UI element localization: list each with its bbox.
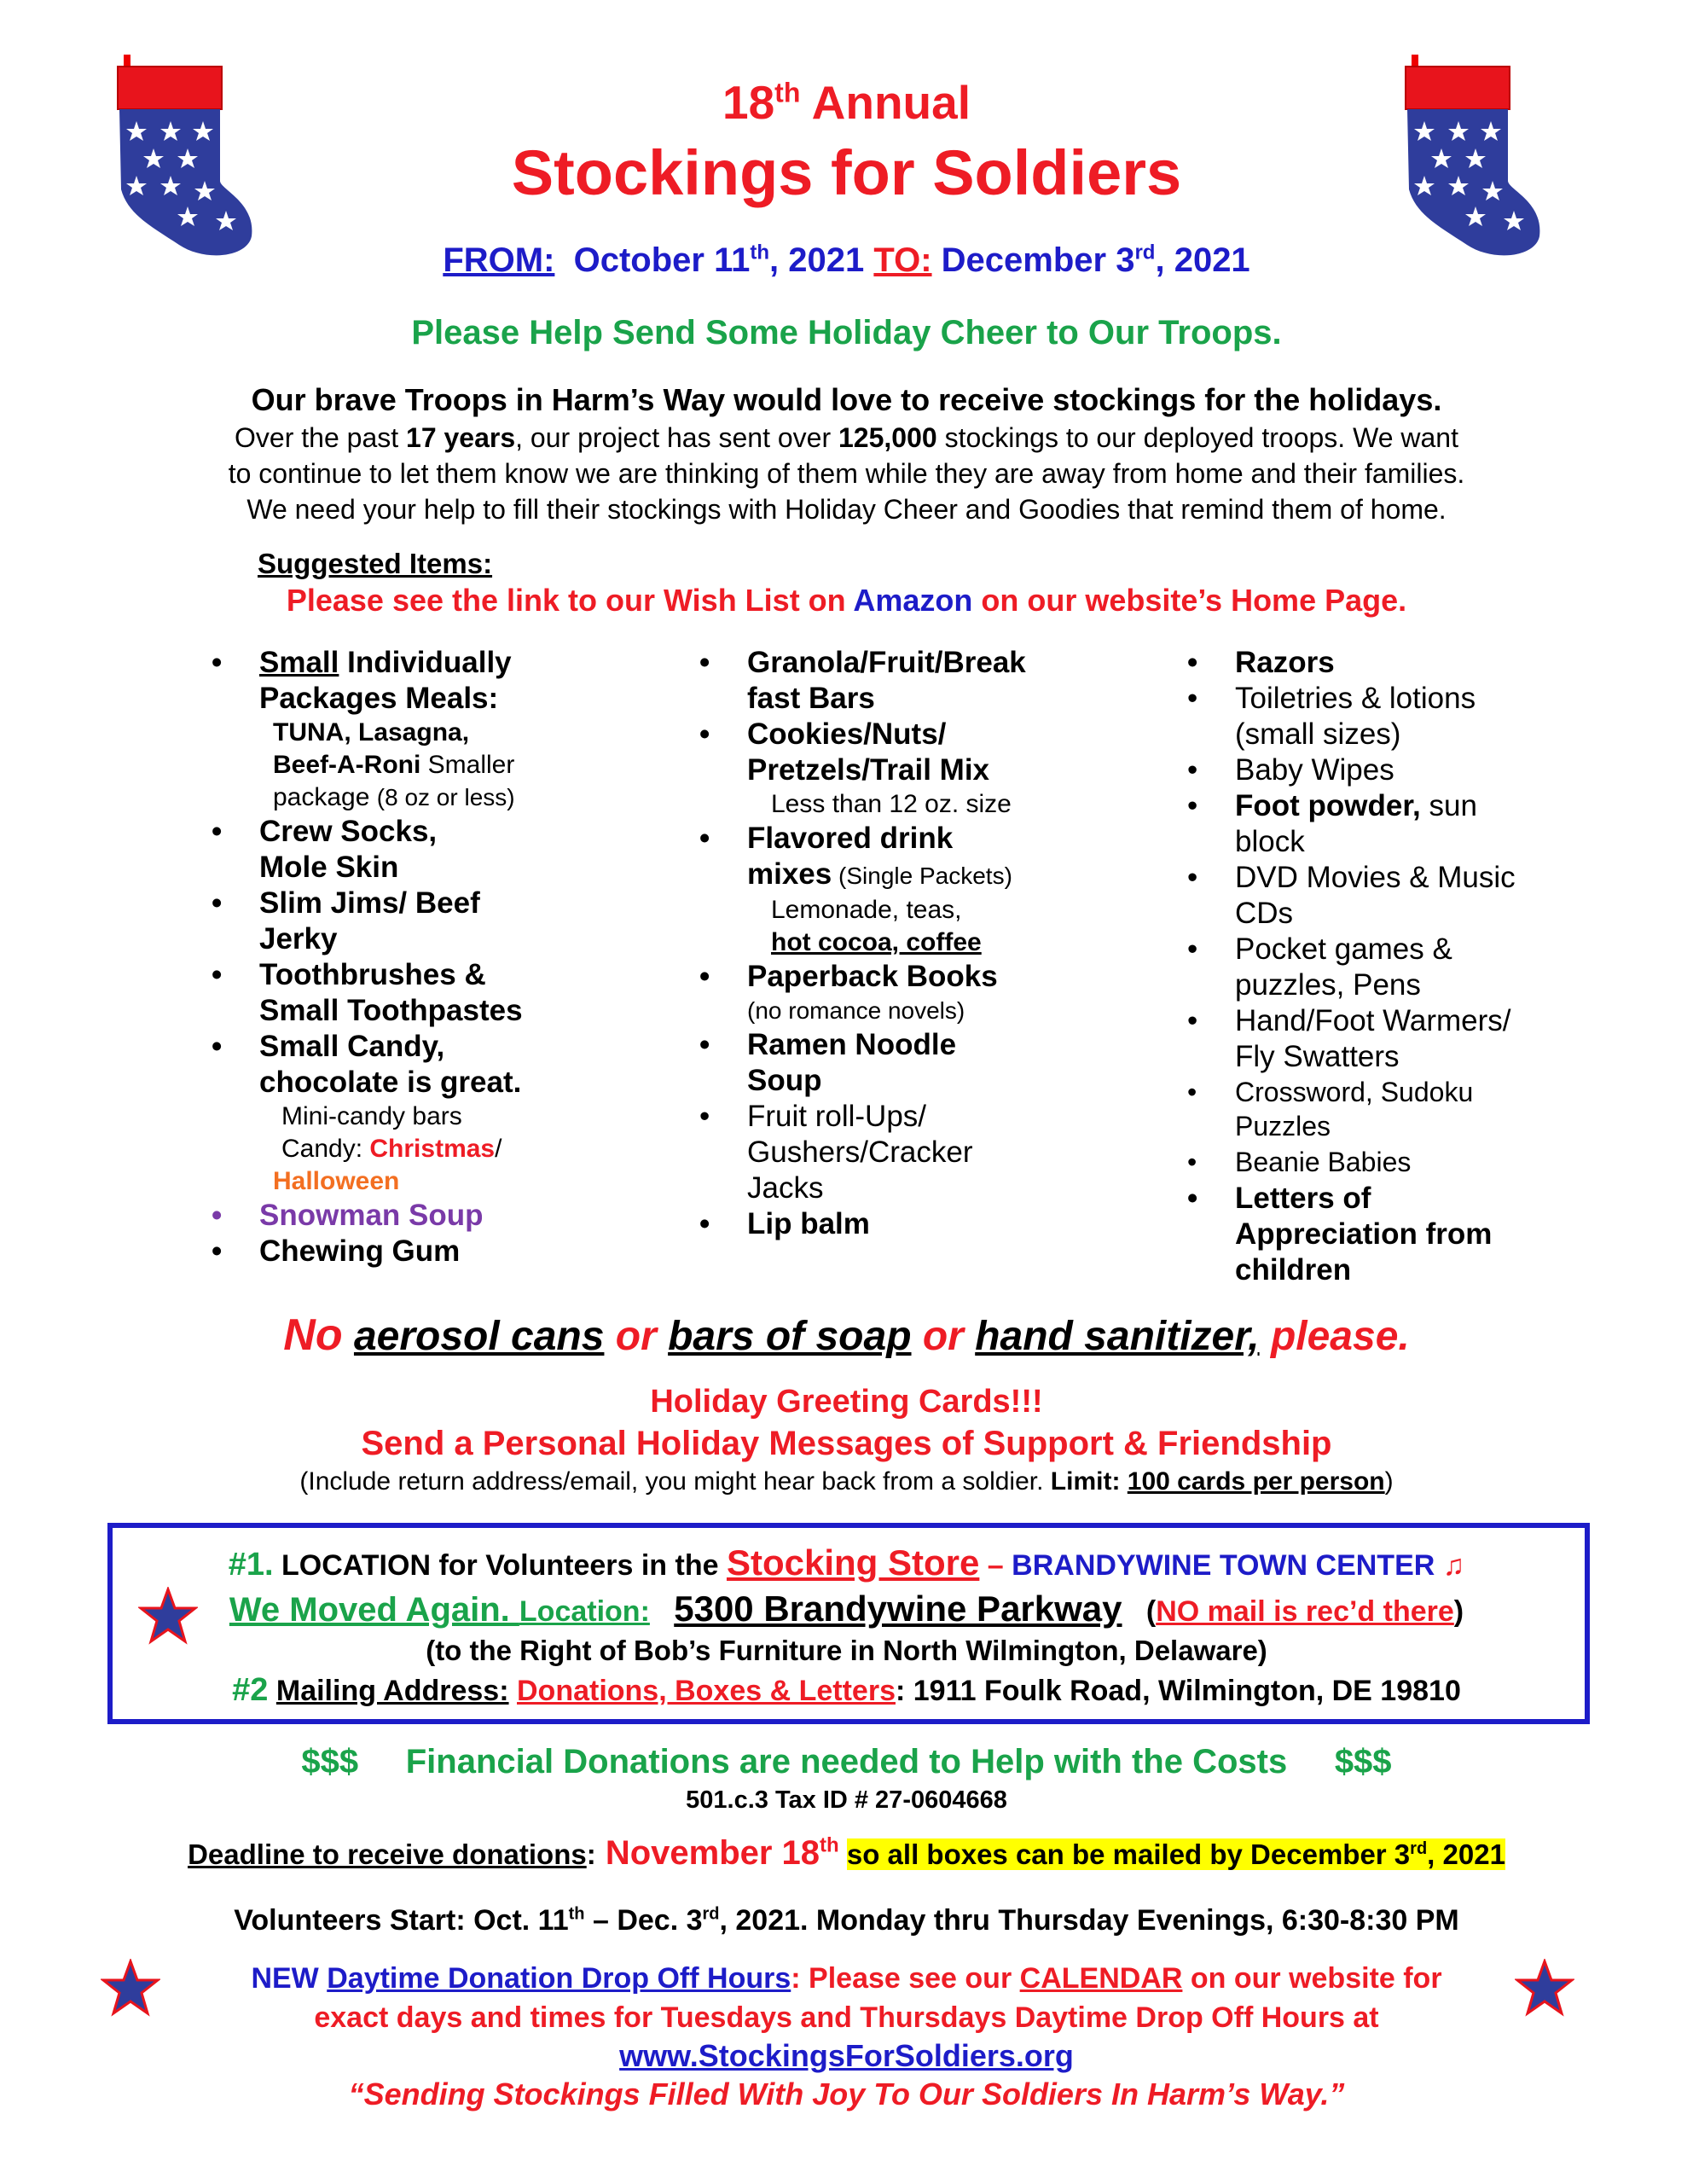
list-item: • Foot powder, sun block [1187, 788, 1597, 860]
deadline: Deadline to receive donations: November 18th so all boxes can be mailed by December 3rd, 2021 [188, 1833, 1505, 1872]
list-item: • Chewing Gum [212, 1234, 655, 1269]
list-item: • Razors [1187, 645, 1597, 681]
list-item: • Slim Jims/ Beef Jerky [212, 886, 655, 957]
list-item: • DVD Movies & Music CDs [1187, 860, 1597, 932]
list-item: • Cookies/Nuts/ Pretzels/Trail Mix Less than 12 oz. size [699, 717, 1143, 821]
annual-heading: 18th Annual [722, 76, 971, 129]
slogan: “Sending Stockings Filled With Joy To Our Soldiers In Harm’s Way.” [348, 2077, 1345, 2111]
cards-note: (Include return address/email, you might hear back from a soldier. Limit: 100 cards per person) [299, 1467, 1394, 1496]
intro-headline: Our brave Troops in Harm’s Way would love to receive stockings for the holidays. [251, 382, 1442, 417]
dropoff-line-2: exact days and times for Tuesdays and Thursdays Daytime Drop Off Hours at [314, 2001, 1379, 2034]
location-line-3: (to the Right of Bob’s Furniture in North Wilmington, Delaware) [426, 1635, 1267, 1666]
dropoff-line-1: NEW Daytime Donation Drop Off Hours: Please see our CALENDAR on our website for [251, 1962, 1442, 1995]
wish-list-note: Please see the link to our Wish List on Amazon on our website’s Home Page. [286, 583, 1407, 618]
mailing-address: #2 Mailing Address: Donations, Boxes & Letters: 1911 Foulk Road, Wilmington, DE 19810 [232, 1672, 1461, 1708]
financial-donations: $$$ Financial Donations are needed to Help with the Costs $$$ [301, 1743, 1392, 1780]
items-column-1 [212, 645, 655, 1269]
list-item: • Fruit roll-Ups/ Gushers/Cracker Jacks [699, 1099, 1143, 1206]
list-item: • Small Candy, chocolate is great. Mini-candy bars Candy: Christmas/ Halloween [212, 1029, 655, 1198]
page-title: Stockings for Soldiers [511, 137, 1182, 208]
website-link[interactable]: www.StockingsForSoldiers.org [619, 2038, 1074, 2073]
location-line-1: #1. LOCATION for Volunteers in the Stocking Store – BRANDYWINE TOWN CENTER ♫ [228, 1542, 1465, 1583]
music-note-icon: ♫ [1442, 1549, 1465, 1582]
date-range: FROM: October 11th, 2021 TO: December 3rd, 2021 [443, 241, 1250, 279]
amazon-link[interactable]: Amazon [853, 583, 973, 618]
items-column-2 [699, 645, 1143, 1242]
suggested-items-label: Suggested Items: [258, 548, 493, 579]
list-item: • Granola/Fruit/Break fast Bars [699, 645, 1143, 717]
list-item: • Toiletries & lotions (small sizes) [1187, 681, 1597, 752]
cards-title: Holiday Greeting Cards!!! [650, 1384, 1043, 1420]
list-item: • Crossword, Sudoku Puzzles [1187, 1075, 1597, 1143]
list-item: • Lip balm [699, 1206, 1143, 1242]
items-column-3 [1187, 645, 1597, 1288]
list-item: • Snowman Soup [212, 1198, 655, 1234]
volunteer-schedule: Volunteers Start: Oct. 11th – Dec. 3rd, 2021. Monday thru Thursday Evenings, 6:30-8:30 PM [234, 1904, 1459, 1937]
cheer-heading: Please Help Send Some Holiday Cheer to Our Troops. [411, 314, 1282, 351]
list-item: • Baby Wipes [1187, 752, 1597, 788]
list-item: • Ramen Noodle Soup [699, 1027, 1143, 1099]
list-item: • Toothbrushes & Small Toothpastes [212, 957, 655, 1029]
tax-id: 501.c.3 Tax ID # 27-0604668 [686, 1786, 1007, 1814]
list-item: • Letters of Appreciation from children [1187, 1181, 1597, 1288]
location-line-2: We Moved Again. Location: 5300 Brandywine Parkway (NO mail is rec’d there) [229, 1589, 1464, 1629]
dropoff-hours-link[interactable]: Daytime Donation Drop Off Hours [327, 1962, 791, 1995]
list-item: • Pocket games & puzzles, Pens [1187, 932, 1597, 1003]
list-item: • Hand/Foot Warmers/ Fly Swatters [1187, 1003, 1597, 1075]
intro-paragraph: Over the past 17 years, our project has sent over 125,000 stockings to our deployed troops. We want to continue to let them know we are thinking of them while they are away from home and their families. We need your help to fill their stockings with Holiday Cheer and Goodies that remind them of home. [228, 422, 1465, 525]
list-item: • Beanie Babies [1187, 1143, 1597, 1181]
calendar-link[interactable]: CALENDAR [1019, 1962, 1183, 1995]
list-item: • Small Individually Packages Meals: TUNA, Lasagna, Beef-A-Roni Smaller package (8 oz or less) [212, 645, 655, 814]
prohibited-items: No aerosol cans or bars of soap or hand sanitizer, please. [283, 1310, 1410, 1360]
cards-subtitle: Send a Personal Holiday Messages of Support & Friendship [361, 1425, 1332, 1462]
list-item: • Paperback Books (no romance novels) [699, 959, 1143, 1027]
list-item: • Flavored drink mixes (Single Packets) Lemonade, teas, hot cocoa, coffee [699, 821, 1143, 959]
list-item: • Crew Socks, Mole Skin [212, 814, 655, 886]
